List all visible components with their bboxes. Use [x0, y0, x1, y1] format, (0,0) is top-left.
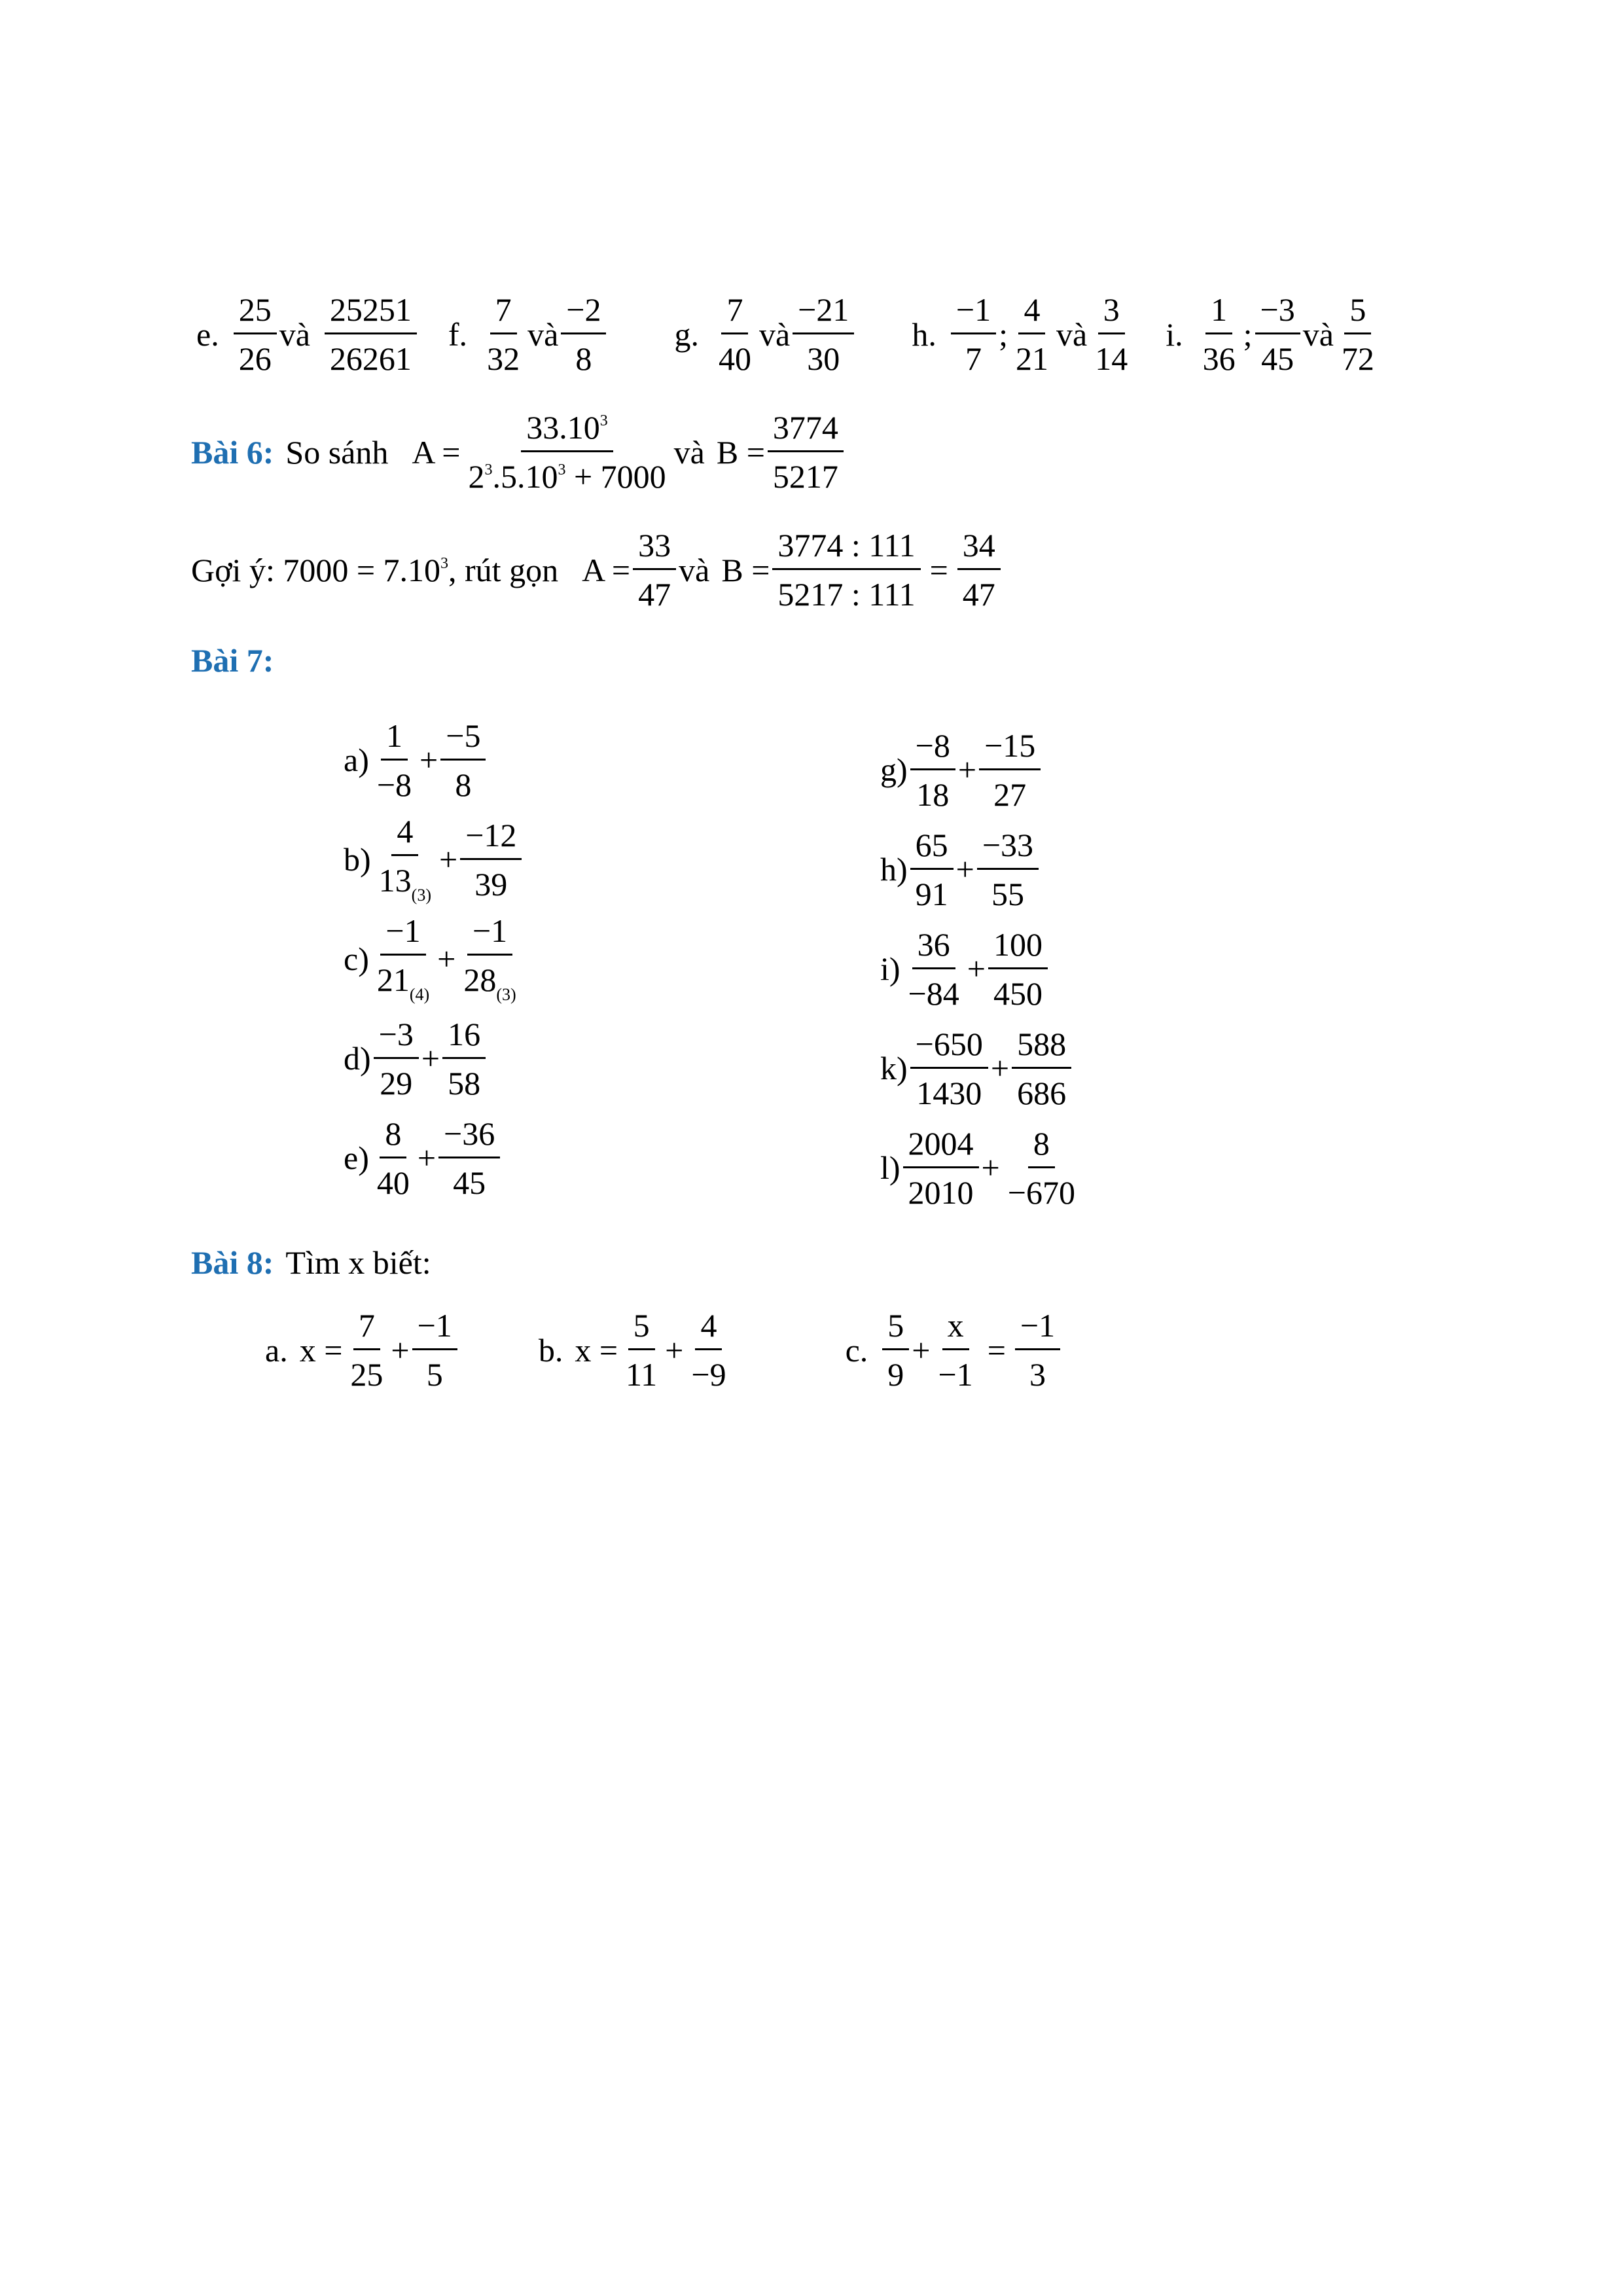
fraction-a: $\frac{33.10^3}{2^3.5.10^3 + 7000}$	[468, 409, 666, 495]
bai7-right-column	[880, 720, 1083, 1217]
bai5-item-g-label: g.	[674, 315, 699, 353]
plus: +	[981, 1149, 1000, 1186]
bai5-item-e-label: e.	[196, 315, 219, 353]
bai7-item-label: i)	[880, 950, 901, 987]
fraction: $\frac{3}{14}$	[1095, 291, 1128, 377]
plus: +	[391, 1331, 410, 1369]
fraction: $\frac{-1}{3}$	[1015, 1309, 1060, 1391]
fraction: $\frac{-33}{55}$	[977, 829, 1039, 910]
bai7-item-label: k)	[880, 1050, 908, 1086]
separator: ;	[1243, 315, 1253, 353]
bai7-item	[344, 710, 524, 810]
hint-row	[191, 529, 1003, 611]
bai8-b-label: b.	[538, 1331, 563, 1369]
bai7-item-label: g)	[880, 751, 908, 788]
bai5-item-f-label: f.	[448, 315, 468, 353]
fraction: $\frac{2004}{2010}$	[903, 1127, 979, 1209]
plus: +	[421, 1040, 440, 1077]
bai5-item-h-label: h.	[912, 315, 936, 353]
bai7-item	[344, 1009, 524, 1108]
plus: +	[419, 742, 438, 778]
fraction: $\frac{7}{25}$	[350, 1307, 383, 1393]
fraction: $\frac{8}{-670}$	[1007, 1124, 1075, 1211]
bai8-title: Bài 8:	[191, 1244, 274, 1281]
bai7-title: Bài 7:	[191, 642, 274, 679]
fraction: $\frac{100}{450}$	[988, 928, 1048, 1010]
plus: +	[967, 950, 986, 987]
fraction: $\frac{5}{72}$	[1341, 291, 1374, 377]
fraction: $\frac{5}{9}$	[882, 1309, 909, 1391]
fraction: $\frac{-650}{1430}$	[910, 1028, 988, 1109]
bai8-c-label: c.	[845, 1331, 868, 1369]
fraction: $\frac{-8}{18}$	[910, 729, 955, 811]
bai7-item	[344, 1108, 524, 1208]
fraction: $\frac{25}{26}$	[234, 293, 277, 375]
bai5-item-i-label: i.	[1166, 315, 1183, 353]
bai7-item	[880, 819, 1083, 919]
equals: =	[987, 1331, 1006, 1369]
fraction: $\frac{5}{11}$	[626, 1307, 658, 1393]
fraction: $\frac{-1}{21_{(4)}}$	[376, 912, 430, 1004]
separator: ;	[999, 315, 1008, 353]
fraction: $\frac{-3}{29}$	[374, 1018, 419, 1100]
fraction: $\frac{-1}{28_{(3)}}$	[463, 912, 516, 1004]
fraction-b: $\frac{3774}{5217}$	[768, 411, 844, 493]
bai7-item	[344, 909, 524, 1009]
bai7-item-label: l)	[880, 1149, 901, 1186]
fraction: $\frac{25251}{26261}$	[325, 293, 417, 375]
var-b: B =	[716, 433, 765, 471]
fraction: $\frac{3774 : 111}{5217 : 111}$	[772, 529, 920, 611]
fraction: $\frac{588}{686}$	[1012, 1028, 1071, 1109]
bai7-item	[880, 1018, 1083, 1118]
fraction: $\frac{65}{91}$	[910, 829, 954, 910]
fraction: $\frac{-36}{45}$	[438, 1117, 500, 1199]
and-word: và	[279, 315, 310, 353]
fraction: $\frac{8}{40}$	[376, 1115, 410, 1201]
plus: +	[957, 751, 977, 788]
fraction: $\frac{7}{40}$	[718, 291, 751, 377]
fraction: $\frac{33}{47}$	[633, 529, 676, 611]
bai7-item	[344, 810, 524, 909]
fraction: $\frac{-15}{27}$	[979, 729, 1041, 811]
equals: =	[929, 551, 948, 588]
fraction: $\frac{4}{-9}$	[691, 1307, 726, 1393]
fraction: $\frac{-1}{5}$	[412, 1309, 457, 1391]
bai7-item-label: b)	[344, 841, 371, 878]
fraction: $\frac{-5}{8}$	[440, 719, 486, 801]
and-word: và	[673, 433, 705, 471]
and-word: và	[679, 551, 710, 588]
plus: +	[955, 851, 974, 888]
bai6-title: Bài 6:	[191, 433, 274, 471]
bai7-item	[880, 720, 1083, 819]
plus: +	[665, 1331, 684, 1369]
var-a: A =	[582, 551, 631, 588]
and-word: và	[1056, 315, 1088, 353]
bai8-a-lhs: x =	[299, 1331, 343, 1369]
fraction: $\frac{x}{-1}$	[938, 1307, 973, 1393]
bai7-item-label: e)	[344, 1139, 369, 1176]
bai7-left-column	[344, 710, 524, 1208]
fraction: $\frac{-1}{7}$	[951, 293, 996, 375]
bai6-text: So sánh	[285, 433, 389, 471]
fraction: $\frac{4}{21}$	[1015, 291, 1048, 377]
bai5-row	[196, 293, 1382, 375]
plus: +	[912, 1331, 931, 1369]
bai7-item	[880, 1118, 1083, 1217]
bai8-a-label: a.	[265, 1331, 288, 1369]
fraction: $\frac{1}{-8}$	[376, 717, 412, 803]
bai6-row	[191, 411, 846, 493]
bai7-item-label: a)	[344, 742, 369, 778]
plus: +	[417, 1139, 437, 1176]
fraction: $\frac{34}{47}$	[957, 529, 1001, 611]
fraction: $\frac{7}{32}$	[487, 291, 520, 377]
fraction: $\frac{1}{36}$	[1202, 291, 1236, 377]
bai7-item	[880, 919, 1083, 1018]
bai8-row	[265, 1309, 1063, 1391]
plus: +	[437, 941, 456, 977]
bai7-item-label: d)	[344, 1040, 371, 1077]
fraction: $\frac{36}{-84}$	[908, 925, 959, 1012]
hint-prefix: Gợi ý: $7000 = 7.10^3$	[191, 551, 449, 588]
and-word: và	[1302, 315, 1334, 353]
bai7-item-label: h)	[880, 851, 908, 888]
bai7-item-label: c)	[344, 941, 369, 977]
fraction: $\frac{16}{58}$	[442, 1018, 486, 1100]
bai8-b-lhs: x =	[575, 1331, 618, 1369]
var-b: B =	[721, 551, 770, 588]
and-word: và	[527, 315, 559, 353]
fraction: $\frac{4}{13_{(3)}}$	[378, 813, 431, 905]
plus: +	[990, 1050, 1010, 1086]
hint-mid: , rút gọn	[448, 551, 559, 588]
fraction: $\frac{-21}{30}$	[793, 293, 854, 375]
plus: +	[438, 841, 458, 878]
bai8-text: Tìm x biết:	[285, 1244, 431, 1281]
bai8-title-row	[191, 1244, 431, 1282]
fraction: $\frac{-12}{39}$	[460, 819, 522, 901]
fraction: $\frac{-2}{8}$	[561, 293, 606, 375]
bai7-title-row	[191, 641, 274, 679]
var-a: A =	[412, 433, 461, 471]
and-word: và	[758, 315, 791, 353]
fraction: $\frac{-3}{45}$	[1255, 293, 1300, 375]
